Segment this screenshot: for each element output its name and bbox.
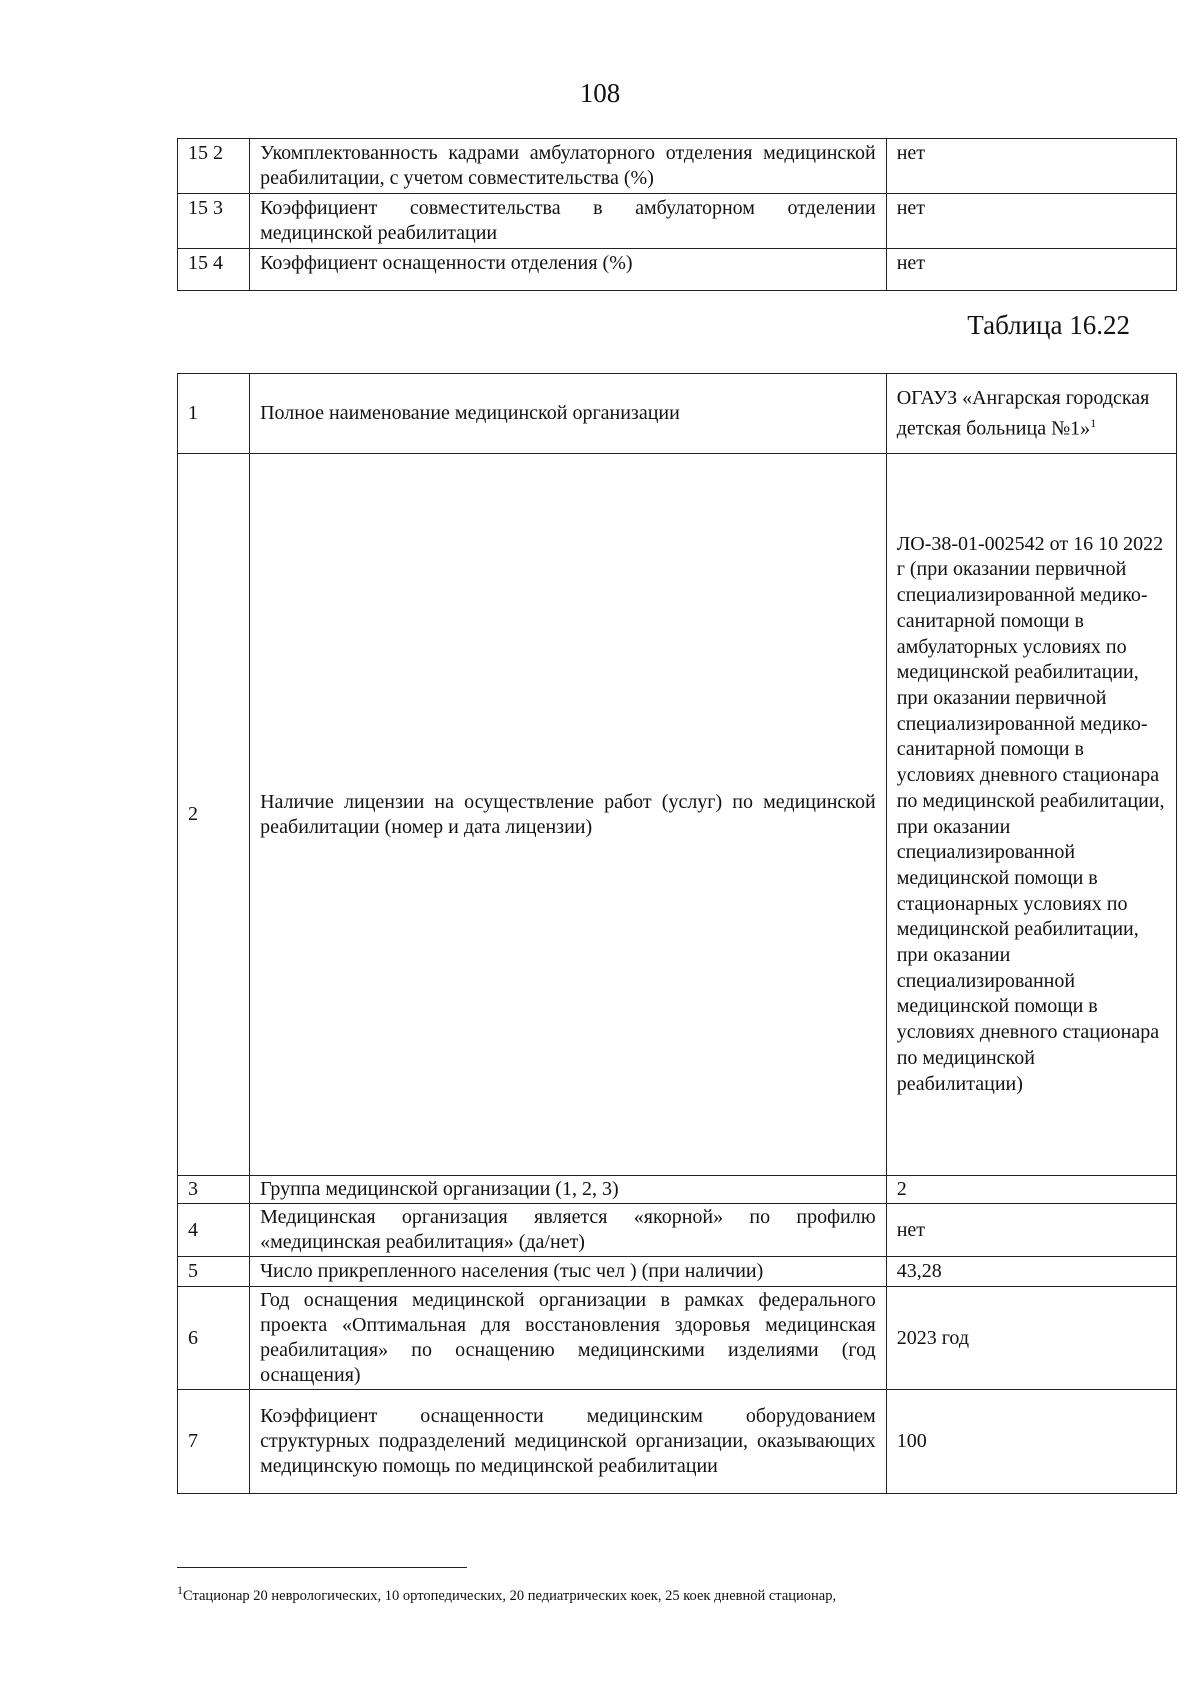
row-value: нет: [886, 1204, 1176, 1257]
organization-name: ОГАУЗ «Ангарская городская детская больница №1»: [896, 386, 1150, 440]
row-number: 15 4: [178, 249, 250, 291]
table-row: [178, 1390, 1177, 1494]
row-text: Медицинская организация является «якорной» по профилю «медицинская реабилитация» (да/нет): [250, 1204, 887, 1257]
table-row: [178, 1287, 1177, 1390]
row-number: 1: [178, 374, 250, 454]
table-row: [178, 1257, 1177, 1287]
organization-table: [177, 373, 1177, 1494]
row-text: Коэффициент совместительства в амбулаторном отделении медицинской реабилитации: [250, 194, 887, 249]
footnote-text: Стационар 20 неврологических, 10 ортопедических, 20 педиатрических коек, 25 коек дневной стационар,: [183, 1587, 837, 1604]
row-value: 2: [886, 1176, 1176, 1204]
table-row: [178, 374, 1177, 454]
row-number: 2: [178, 454, 250, 1176]
row-text: Полное наименование медицинской организации: [250, 374, 887, 454]
page-number: 108: [579, 78, 621, 108]
table-row: [178, 1204, 1177, 1257]
footnote: [177, 1583, 1177, 1605]
row-text: Наличие лицензии на осуществление работ (услуг) по медицинской реабилитации (номер и дата лицензии): [250, 454, 887, 1176]
row-value: 100: [886, 1390, 1176, 1494]
row-value: [886, 374, 1176, 454]
table-row: [178, 139, 1177, 194]
footnote-reference: 1: [1090, 415, 1097, 430]
row-text: Коэффициент оснащенности медицинским оборудованием структурных подразделений медицинской организации, оказывающих медицинскую помощь по медицинской реабилитации: [250, 1390, 887, 1494]
table-row: [178, 454, 1177, 1176]
row-text: Год оснащения медицинской организации в рамках федерального проекта «Оптимальная для восстановления здоровья медицинская реабилитация» по оснащению медицинскими изделиями (год оснащения): [250, 1287, 887, 1390]
row-value: нет: [886, 194, 1176, 249]
row-number: 7: [178, 1390, 250, 1494]
row-value: 43,28: [886, 1257, 1176, 1287]
table-row: [178, 194, 1177, 249]
row-number: 4: [178, 1204, 250, 1257]
row-text: Группа медицинской организации (1, 2, 3): [250, 1176, 887, 1204]
table-caption: Таблица 16.22: [967, 310, 1130, 340]
table-row: [178, 1176, 1177, 1204]
row-value: нет: [886, 139, 1176, 194]
row-number: 15 3: [178, 194, 250, 249]
continuation-table: [177, 138, 1177, 291]
row-value: 2023 год: [886, 1287, 1176, 1390]
row-value: ЛО-38-01-002542 от 16 10 2022 г (при оказании первичной специализированной медико-санитарной помощи в амбулаторных условиях по медицинской реабилитации, при оказании первичной специализированной медико-санитарной помощи в условиях дневного стационара по медицинской реабилитации, при оказании специализированной медицинской помощи в стационарных условиях по медицинской реабилитации, при оказании специализированной медицинской помощи в условиях дневного стационара по медицинской реабилитации): [886, 454, 1176, 1176]
footnote-mark: 1: [177, 1583, 183, 1597]
row-number: 6: [178, 1287, 250, 1390]
table-row: [178, 249, 1177, 291]
row-text: Число прикрепленного населения (тыс чел ) (при наличии): [250, 1257, 887, 1287]
row-number: 3: [178, 1176, 250, 1204]
footnote-divider: [177, 1567, 467, 1568]
row-number: 15 2: [178, 139, 250, 194]
row-value: нет: [886, 249, 1176, 291]
row-number: 5: [178, 1257, 250, 1287]
row-text: Коэффициент оснащенности отделения (%): [250, 249, 887, 291]
row-text: Укомплектованность кадрами амбулаторного отделения медицинской реабилитации, с учетом совместительства (%): [250, 139, 887, 194]
